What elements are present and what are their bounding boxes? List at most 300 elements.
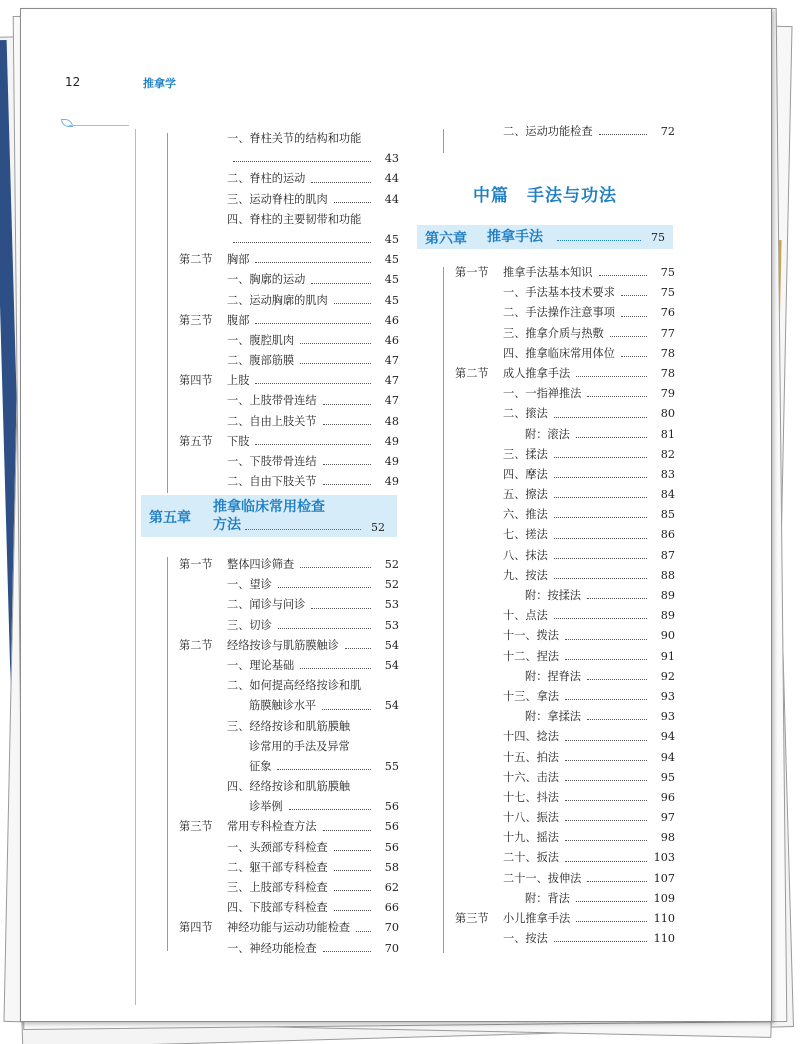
- toc-entry[interactable]: [455, 606, 675, 626]
- toc-entry[interactable]: [455, 869, 675, 889]
- toc-entry[interactable]: [455, 687, 675, 707]
- toc-entry[interactable]: [455, 929, 675, 949]
- leader-dots: [345, 636, 371, 649]
- toc-entry-title: 二、如何提高经络按诊和肌: [227, 679, 362, 693]
- toc-entry[interactable]: [455, 485, 675, 505]
- leader-dots: [576, 889, 647, 902]
- running-header-title: 推拿学: [143, 77, 176, 90]
- toc-entry-title: 十八、振法: [503, 811, 559, 825]
- toc-right-column: [455, 263, 675, 949]
- leader-dots: [323, 817, 371, 830]
- chapter-6-page: 75: [651, 231, 665, 244]
- toc-entry[interactable]: [455, 384, 675, 404]
- toc-entry[interactable]: [455, 122, 675, 142]
- leader-dots: [576, 364, 647, 377]
- toc-entry[interactable]: [179, 878, 399, 898]
- toc-section-number: 第二节: [179, 253, 213, 267]
- toc-entry-page: 47: [384, 394, 399, 408]
- toc-section-entry[interactable]: [455, 909, 675, 929]
- toc-entry-title: 十四、捻法: [503, 730, 559, 744]
- toc-section-number: 第二节: [179, 638, 213, 652]
- toc-section-entry[interactable]: [455, 263, 675, 283]
- toc-entry[interactable]: [179, 129, 399, 149]
- leader-dots: [289, 797, 371, 810]
- toc-entry-title: 十、点法: [503, 609, 548, 623]
- toc-entry-page: 70: [384, 921, 399, 935]
- toc-entry[interactable]: [455, 425, 675, 445]
- toc-entry[interactable]: [455, 707, 675, 727]
- leader-dots: [565, 647, 647, 660]
- chapter-5-title-line1: 推拿临床常用检查: [213, 499, 325, 515]
- toc-section-entry[interactable]: [455, 364, 675, 384]
- toc-entry-page: 43: [384, 152, 399, 166]
- toc-entry[interactable]: [179, 858, 399, 878]
- toc-entry-page: 93: [660, 710, 675, 724]
- toc-entry[interactable]: [455, 586, 675, 606]
- toc-entry-page: 49: [384, 455, 399, 468]
- toc-entry-title: 常用专科检查方法: [227, 820, 317, 834]
- toc-entry-page: 95: [660, 770, 675, 784]
- toc-entry-page: 78: [660, 346, 675, 360]
- toc-entry[interactable]: [455, 465, 675, 485]
- toc-entry-title: 二、㨰法: [503, 407, 548, 421]
- toc-entry-page: 92: [660, 669, 675, 683]
- toc-entry-page: 53: [384, 618, 399, 632]
- toc-entry-title: 七、搓法: [503, 528, 548, 542]
- toc-entry-title: 二、闻诊与问诊: [227, 598, 306, 612]
- toc-entry-page: 62: [384, 881, 399, 894]
- leader-dots: [554, 606, 647, 619]
- toc-entry[interactable]: [455, 808, 675, 828]
- toc-left-column-bottom: [179, 555, 399, 959]
- toc-entry-title: 三、运动脊柱的肌肉: [227, 192, 328, 206]
- toc-entry-title: 诊常用的手法及异常: [249, 739, 350, 753]
- toc-entry-title: 一、上肢带骨连结: [227, 394, 317, 408]
- toc-entry[interactable]: [455, 525, 675, 545]
- toc-entry-title: 一、理论基础: [227, 658, 295, 672]
- toc-entry-title: 十二、捏法: [503, 649, 559, 663]
- toc-entry[interactable]: [179, 190, 399, 210]
- toc-entry-title: 经络按诊与肌筋膜触诊: [227, 638, 339, 652]
- toc-entry[interactable]: [455, 324, 675, 344]
- leader-dots: [554, 546, 647, 559]
- leader-dots: [300, 351, 371, 364]
- leader-dots: [300, 656, 371, 669]
- leader-dots: [565, 828, 647, 841]
- toc-page: [20, 8, 772, 1022]
- leader-dots: [334, 858, 371, 871]
- leader-dots: [300, 555, 371, 568]
- toc-entry-title: 十五、拍法: [503, 750, 559, 764]
- toc-section-entry[interactable]: [179, 817, 399, 837]
- toc-section-number: 第三节: [179, 313, 213, 327]
- leader-dots: [311, 169, 371, 182]
- leader-dots: [554, 465, 647, 478]
- toc-entry-page: 46: [384, 333, 399, 347]
- leader-dots: [565, 748, 647, 761]
- toc-entry[interactable]: [179, 616, 399, 636]
- leader-dots: [323, 391, 371, 404]
- toc-entry[interactable]: [455, 626, 675, 646]
- toc-entry[interactable]: [179, 696, 399, 716]
- toc-entry-title: 二、腹部筋膜: [227, 354, 295, 368]
- leader-dots: [334, 291, 371, 304]
- leader-dots: [278, 575, 371, 588]
- toc-entry-page: 97: [660, 811, 675, 825]
- toc-entry-page: 83: [660, 467, 675, 481]
- toc-entry-page: 84: [660, 488, 675, 502]
- toc-entry-page: 53: [384, 598, 399, 612]
- leader-dots: [233, 230, 371, 243]
- toc-entry[interactable]: [179, 351, 399, 371]
- leader-dots: [621, 303, 647, 316]
- toc-entry-title: 附：滚法: [525, 427, 570, 441]
- toc-entry[interactable]: [455, 788, 675, 808]
- toc-entry-page: 45: [384, 293, 399, 307]
- toc-entry-title: 四、推拿临床常用体位: [503, 346, 615, 360]
- toc-entry[interactable]: [179, 838, 399, 858]
- toc-entry-page: 58: [384, 860, 399, 874]
- toc-entry[interactable]: [455, 283, 675, 303]
- leader-dots: [576, 909, 647, 922]
- toc-entry-title: 十一、拨法: [503, 629, 559, 643]
- toc-entry-page: 85: [660, 508, 675, 522]
- chapter-6-number: 第六章: [425, 231, 467, 247]
- toc-entry-title: 下肢: [227, 434, 250, 448]
- margin-rule: [135, 129, 136, 1005]
- toc-entry-page: 72: [660, 125, 675, 138]
- column-rule-right-top: [443, 129, 444, 153]
- toc-entry[interactable]: [455, 505, 675, 525]
- leader-dots: [323, 412, 371, 425]
- toc-section-entry[interactable]: [179, 636, 399, 656]
- toc-entry-page: 87: [660, 548, 675, 562]
- leader-dots: [334, 898, 371, 911]
- toc-entry-page: 52: [384, 558, 399, 571]
- toc-section-number: 第四节: [179, 374, 213, 388]
- toc-entry[interactable]: [179, 210, 399, 230]
- leader-dots: [554, 445, 647, 458]
- toc-entry-title: 五、擦法: [503, 488, 548, 502]
- leader-dots: [599, 263, 647, 276]
- leader-dots: [334, 878, 371, 891]
- leader-dots: [300, 331, 371, 344]
- toc-left-column-top: [179, 129, 399, 492]
- toc-entry-page: 88: [660, 568, 675, 582]
- column-rule-right: [443, 267, 444, 953]
- toc-entry-page: 70: [384, 941, 399, 955]
- toc-entry[interactable]: [179, 656, 399, 676]
- toc-entry-title: 三、推拿介质与热敷: [503, 326, 604, 340]
- leader-dots: [334, 838, 371, 851]
- toc-entry[interactable]: [455, 445, 675, 465]
- toc-entry[interactable]: [455, 768, 675, 788]
- column-rule-left-bottom: [167, 557, 168, 951]
- toc-entry[interactable]: [179, 939, 399, 959]
- toc-section-entry[interactable]: [179, 432, 399, 452]
- toc-entry[interactable]: [455, 566, 675, 586]
- leader-dots: [277, 757, 371, 770]
- toc-section-entry[interactable]: [179, 250, 399, 270]
- toc-entry-title: 一、手法基本技术要求: [503, 286, 615, 300]
- toc-entry[interactable]: [179, 230, 399, 250]
- leader-dots: [565, 727, 647, 740]
- toc-entry[interactable]: [179, 331, 399, 351]
- toc-entry[interactable]: [179, 270, 399, 290]
- toc-entry-page: 45: [384, 273, 399, 287]
- part-title: 中篇 手法与功法: [473, 186, 617, 206]
- toc-entry-title: 八、抹法: [503, 548, 548, 562]
- toc-entry-title: 二、运动胸廓的肌肉: [227, 293, 328, 307]
- toc-entry-page: 45: [384, 232, 399, 246]
- toc-entry[interactable]: [179, 717, 399, 737]
- toc-entry[interactable]: [179, 452, 399, 472]
- toc-entry-title: 十六、击法: [503, 770, 559, 784]
- leader-dots: [323, 472, 371, 485]
- toc-entry-title: 二、手法操作注意事项: [503, 306, 615, 320]
- leader-dots: [610, 324, 647, 337]
- toc-entry[interactable]: [179, 898, 399, 918]
- toc-entry-title: 三、经络按诊和肌筋膜触: [227, 719, 351, 733]
- toc-entry-title: 十三、拿法: [503, 689, 559, 703]
- toc-entry[interactable]: [455, 344, 675, 364]
- toc-entry-title: 三、切诊: [227, 618, 272, 632]
- leader-dots: [565, 626, 647, 639]
- toc-section-number: 第四节: [179, 921, 213, 935]
- toc-entry-title: 二十一、拔伸法: [503, 871, 582, 885]
- toc-entry-page: 75: [660, 286, 675, 300]
- toc-entry-title: 六、推法: [503, 508, 548, 522]
- toc-section-entry[interactable]: [179, 311, 399, 331]
- leader-dots: [554, 525, 647, 538]
- toc-entry-page: 110: [653, 912, 675, 925]
- toc-entry-title: 十九、摇法: [503, 831, 559, 845]
- toc-entry[interactable]: [179, 169, 399, 189]
- toc-entry[interactable]: [179, 291, 399, 311]
- toc-section-entry[interactable]: [179, 555, 399, 575]
- leader-dots: [311, 270, 371, 283]
- toc-entry-title: 四、下肢部专科检查: [227, 901, 328, 915]
- toc-entry[interactable]: [179, 777, 399, 797]
- toc-entry-page: 103: [653, 851, 675, 865]
- leader-dots: [565, 768, 647, 781]
- toc-entry-title: 诊举例: [249, 800, 283, 814]
- toc-section-number: 第一节: [455, 266, 489, 279]
- toc-entry[interactable]: [179, 149, 399, 169]
- toc-entry-page: 98: [660, 831, 675, 845]
- toc-section-number: 第一节: [179, 558, 213, 571]
- leader-dots: [565, 788, 647, 801]
- toc-entry[interactable]: [179, 737, 399, 757]
- leader-dots: [255, 250, 371, 263]
- toc-entry[interactable]: [455, 303, 675, 323]
- toc-entry-page: 78: [660, 366, 675, 380]
- toc-entry[interactable]: [455, 404, 675, 424]
- leader-dots: [554, 929, 647, 942]
- toc-entry-title: 成人推拿手法: [503, 366, 571, 380]
- toc-entry-title: 一、一指禅推法: [503, 387, 582, 401]
- toc-entry-title: 二、脊柱的运动: [227, 172, 306, 186]
- toc-entry-page: 75: [660, 266, 675, 279]
- leader-dots: [278, 616, 371, 629]
- leader-dots: [599, 122, 647, 135]
- toc-entry-page: 54: [384, 638, 399, 652]
- toc-entry[interactable]: [455, 748, 675, 768]
- chapter-6-dots: [557, 240, 641, 241]
- leader-dots: [587, 869, 647, 882]
- chapter-5-dots: [245, 529, 361, 530]
- toc-entry[interactable]: [455, 889, 675, 909]
- toc-entry-page: 81: [660, 427, 675, 441]
- leader-dots: [587, 707, 647, 720]
- leader-dots: [587, 384, 647, 397]
- toc-entry[interactable]: [455, 647, 675, 667]
- chapter-5-title-line2: 方法: [213, 517, 241, 533]
- toc-entry-title: 二十、扳法: [503, 851, 559, 865]
- leader-dots: [334, 190, 371, 203]
- toc-entry-page: 47: [384, 374, 399, 388]
- toc-entry-title: 二、运动功能检查: [503, 125, 593, 138]
- toc-entry-page: 91: [660, 649, 675, 663]
- toc-entry-page: 94: [660, 750, 675, 764]
- toc-entry-page: 86: [660, 528, 675, 542]
- toc-entry-title: 一、按法: [503, 932, 548, 946]
- toc-entry-title: 一、腹腔肌肉: [227, 333, 295, 347]
- toc-entry-page: 80: [660, 407, 675, 421]
- toc-entry-title: 九、按法: [503, 568, 548, 582]
- page-number: 12: [65, 75, 81, 89]
- toc-entry-title: 一、神经功能检查: [227, 941, 317, 955]
- toc-entry-page: 54: [384, 658, 399, 672]
- toc-entry[interactable]: [455, 828, 675, 848]
- toc-entry-page: 82: [660, 447, 675, 461]
- toc-entry-page: 79: [660, 387, 675, 401]
- leader-dots: [587, 667, 647, 680]
- ornament-line: [69, 125, 129, 126]
- chapter-5-banner[interactable]: [141, 495, 397, 537]
- toc-entry[interactable]: [179, 412, 399, 432]
- leader-dots: [576, 425, 647, 438]
- toc-entry[interactable]: [179, 757, 399, 777]
- toc-entry-title: 筋膜触诊水平: [249, 699, 317, 713]
- leader-dots: [565, 848, 647, 861]
- toc-entry-title: 一、头颈部专科检查: [227, 840, 328, 854]
- toc-entry-page: 107: [653, 871, 675, 885]
- toc-entry-page: 44: [384, 192, 399, 206]
- leader-dots: [322, 696, 371, 709]
- toc-entry[interactable]: [455, 848, 675, 868]
- toc-entry-page: 109: [653, 891, 675, 905]
- leader-dots: [233, 149, 371, 162]
- toc-entry-title: 三、揉法: [503, 447, 548, 461]
- toc-entry[interactable]: [455, 667, 675, 687]
- toc-entry-title: 一、脊柱关节的结构和功能: [227, 132, 362, 145]
- toc-entry[interactable]: [179, 391, 399, 411]
- toc-entry-title: 附：捏脊法: [525, 669, 581, 683]
- toc-entry-page: 66: [384, 901, 399, 915]
- toc-entry-page: 76: [660, 306, 675, 320]
- leader-dots: [587, 586, 647, 599]
- toc-entry-title: 四、脊柱的主要韧带和功能: [227, 212, 362, 226]
- toc-entry[interactable]: [455, 727, 675, 747]
- leader-dots: [554, 404, 647, 417]
- toc-entry-title: 二、躯干部专科检查: [227, 860, 328, 874]
- toc-entry-title: 上肢: [227, 374, 250, 388]
- toc-entry[interactable]: [179, 575, 399, 595]
- toc-entry-page: 89: [660, 589, 675, 602]
- toc-entry-title: 神经功能与运动功能检查: [227, 921, 351, 935]
- toc-section-number: 第二节: [455, 366, 489, 380]
- leader-dots: [554, 485, 647, 498]
- toc-entry-page: 89: [660, 609, 675, 623]
- chapter-5-page: 52: [371, 521, 385, 534]
- toc-entry-page: 90: [660, 629, 675, 643]
- toc-entry-page: 52: [384, 578, 399, 592]
- column-rule-left-top: [167, 133, 168, 493]
- toc-entry-title: 附：按揉法: [525, 589, 581, 602]
- leaf-ornament: [61, 113, 141, 133]
- toc-entry-title: 附：背法: [525, 891, 570, 905]
- toc-entry-page: 44: [384, 172, 399, 186]
- chapter-6-banner[interactable]: [417, 225, 673, 249]
- leader-dots: [255, 432, 371, 445]
- leader-dots: [621, 344, 647, 357]
- toc-entry-title: 一、望诊: [227, 578, 272, 592]
- chapter-5-number: 第五章: [149, 510, 191, 526]
- toc-entry[interactable]: [179, 797, 399, 817]
- toc-entry-title: 征象: [249, 759, 272, 773]
- toc-entry[interactable]: [179, 676, 399, 696]
- toc-section-entry[interactable]: [179, 371, 399, 391]
- leader-dots: [554, 566, 647, 579]
- toc-section-entry[interactable]: [179, 918, 399, 938]
- toc-entry-title: 腹部: [227, 313, 250, 327]
- toc-entry-title: 一、下肢带骨连结: [227, 455, 317, 468]
- leader-dots: [323, 452, 371, 465]
- toc-entry[interactable]: [179, 472, 399, 492]
- toc-entry-page: 45: [384, 253, 399, 267]
- leader-dots: [255, 371, 371, 384]
- toc-entry-title: 四、经络按诊和肌筋膜触: [227, 780, 351, 794]
- toc-entry-page: 54: [384, 699, 399, 713]
- toc-entry-page: 49: [384, 434, 399, 448]
- toc-entry-title: 胸部: [227, 253, 250, 267]
- chapter-6-title: 推拿手法: [487, 229, 543, 245]
- leader-dots: [323, 939, 371, 952]
- toc-entry[interactable]: [455, 546, 675, 566]
- toc-entry-title: 三、上肢部专科检查: [227, 881, 328, 894]
- toc-entry-page: 47: [384, 354, 399, 368]
- toc-entry-title: 整体四诊筛查: [227, 558, 295, 571]
- toc-entry-page: 56: [384, 840, 399, 854]
- toc-entry-title: 二、自由上肢关节: [227, 414, 317, 428]
- leader-dots: [311, 595, 371, 608]
- toc-entry-page: 46: [384, 313, 399, 327]
- toc-entry-page: 93: [660, 689, 675, 703]
- toc-entry-title: 一、胸廓的运动: [227, 273, 306, 287]
- toc-entry-page: 96: [660, 790, 675, 804]
- leader-dots: [554, 505, 647, 518]
- toc-entry-page: 77: [660, 326, 675, 340]
- toc-entry[interactable]: [179, 595, 399, 615]
- leader-dots: [356, 918, 371, 931]
- toc-entry-page: 110: [653, 932, 675, 946]
- toc-entry-page: 49: [384, 475, 399, 489]
- toc-entry-page: 94: [660, 730, 675, 744]
- toc-right-column-top: [455, 122, 675, 142]
- toc-entry-title: 推拿手法基本知识: [503, 266, 593, 279]
- toc-entry-page: 56: [384, 820, 399, 834]
